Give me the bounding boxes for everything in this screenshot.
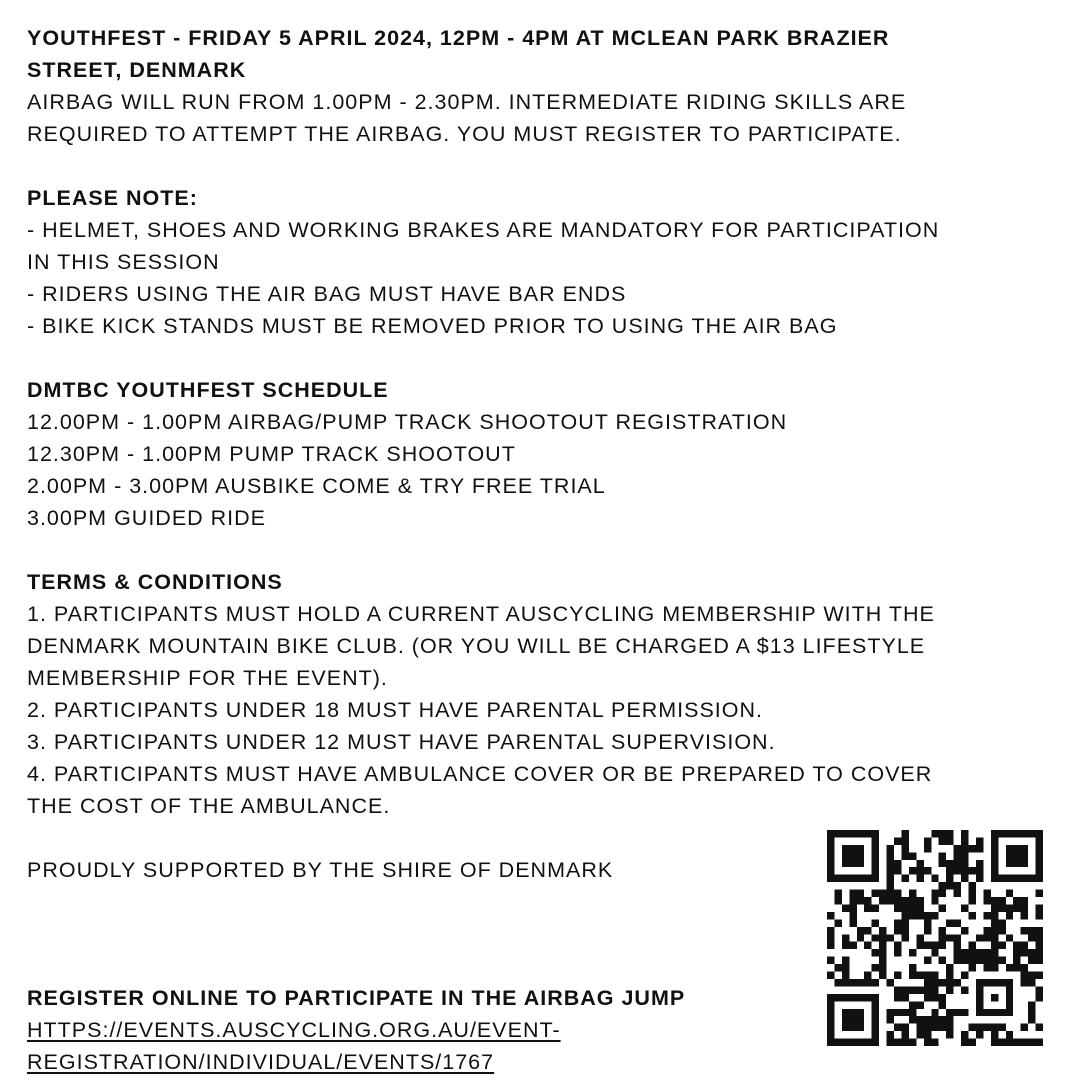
event-intro-line-1: AIRBAG WILL RUN FROM 1.00PM - 2.30PM. INTERMEDIATE RIDING SKILLS ARE — [27, 90, 907, 114]
event-info-document — [27, 22, 1057, 886]
terms-item: 2. PARTICIPANTS UNDER 18 MUST HAVE PARENTAL PERMISSION. — [27, 698, 763, 722]
spacer — [27, 150, 1057, 182]
event-heading-line-1: YOUTHFEST - FRIDAY 5 APRIL 2024, 12PM - 4PM AT MCLEAN PARK BRAZIER — [27, 26, 890, 50]
note-heading: PLEASE NOTE: — [27, 186, 198, 210]
note-item: - RIDERS USING THE AIR BAG MUST HAVE BAR ENDS — [27, 282, 627, 306]
support-text: PROUDLY SUPPORTED BY THE SHIRE OF DENMARK — [27, 858, 614, 882]
note-item: IN THIS SESSION — [27, 250, 220, 274]
event-intro-line-2: REQUIRED TO ATTEMPT THE AIRBAG. YOU MUST REGISTER TO PARTICIPATE. — [27, 122, 902, 146]
spacer — [27, 534, 1057, 566]
terms-item: THE COST OF THE AMBULANCE. — [27, 794, 391, 818]
registration-link-line-1[interactable]: HTTPS://EVENTS.AUSCYCLING.ORG.AU/EVENT- — [27, 1018, 561, 1042]
registration-link-line-2[interactable]: REGISTRATION/INDIVIDUAL/EVENTS/1767 — [27, 1050, 495, 1074]
terms-heading: TERMS & CONDITIONS — [27, 570, 283, 594]
terms-item: DENMARK MOUNTAIN BIKE CLUB. (OR YOU WILL BE CHARGED A $13 LIFESTYLE — [27, 634, 926, 658]
terms-item: 4. PARTICIPANTS MUST HAVE AMBULANCE COVER OR BE PREPARED TO COVER — [27, 762, 933, 786]
schedule-heading: DMTBC YOUTHFEST SCHEDULE — [27, 378, 389, 402]
schedule-item: 12.30PM - 1.00PM PUMP TRACK SHOOTOUT — [27, 442, 516, 466]
register-section — [27, 982, 685, 1078]
terms-item: 1. PARTICIPANTS MUST HOLD A CURRENT AUSCYCLING MEMBERSHIP WITH THE — [27, 602, 935, 626]
terms-item: 3. PARTICIPANTS UNDER 12 MUST HAVE PARENTAL SUPERVISION. — [27, 730, 776, 754]
note-item: - BIKE KICK STANDS MUST BE REMOVED PRIOR TO USING THE AIR BAG — [27, 314, 838, 338]
schedule-item: 2.00PM - 3.00PM AUSBIKE COME & TRY FREE TRIAL — [27, 474, 606, 498]
event-heading-line-2: STREET, DENMARK — [27, 58, 247, 82]
registration-link[interactable] — [27, 1014, 685, 1078]
register-heading: REGISTER ONLINE TO PARTICIPATE IN THE AIRBAG JUMP — [27, 986, 686, 1010]
qr-code-icon[interactable] — [827, 830, 1043, 1046]
schedule-item: 3.00PM GUIDED RIDE — [27, 506, 267, 530]
spacer — [27, 342, 1057, 374]
terms-item: MEMBERSHIP FOR THE EVENT). — [27, 666, 388, 690]
schedule-item: 12.00PM - 1.00PM AIRBAG/PUMP TRACK SHOOTOUT REGISTRATION — [27, 410, 788, 434]
note-item: - HELMET, SHOES AND WORKING BRAKES ARE MANDATORY FOR PARTICIPATION — [27, 218, 940, 242]
